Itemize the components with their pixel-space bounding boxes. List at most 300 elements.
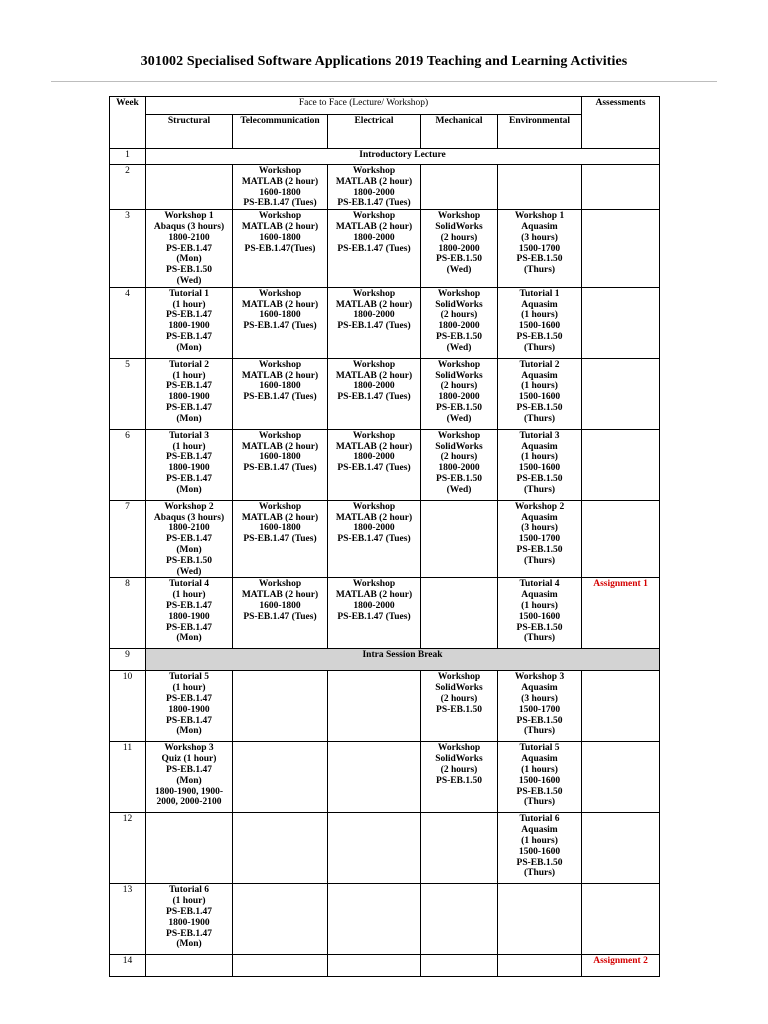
session-line: PS-EB.1.47 (Tues) — [243, 321, 317, 332]
session-line: 1800-2000 — [353, 232, 395, 243]
session-cell-telecommunication — [233, 210, 328, 288]
session-line: Aquasim — [521, 590, 558, 601]
session-line: Workshop — [352, 359, 396, 370]
session-line: Abaqus (3 hours) — [153, 512, 225, 523]
session-line: PS-EB.1.47 — [166, 452, 212, 463]
session-line: Aquasim — [521, 370, 558, 381]
session-line: (Wed) — [446, 265, 472, 276]
session-line: PS-EB.1.47 — [166, 693, 212, 704]
session-cell-telecommunication — [233, 955, 328, 977]
session-line: (1 hour) — [172, 370, 206, 381]
week-number: 8 — [110, 578, 146, 649]
session-line: PS-EB.1.50 — [516, 544, 563, 555]
session-line: (2 hours) — [440, 764, 478, 775]
session-line: 1800-1900 — [168, 463, 210, 474]
session-line: (Mon) — [176, 342, 202, 353]
session-line: 1800-1900, 1900- — [154, 786, 224, 797]
session-line: (Thurs) — [523, 868, 556, 879]
session-line: (Wed) — [176, 275, 202, 286]
discipline-header-environmental: Environmental — [498, 115, 582, 149]
session-line: PS-EB.1.50 — [516, 402, 563, 413]
session-cell-electrical — [328, 884, 421, 955]
session-line: SolidWorks — [435, 299, 483, 310]
session-line: PS-EB.1.47 (Tues) — [337, 392, 411, 403]
assessment-cell — [582, 500, 660, 578]
session-line: PS-EB.1.50 — [166, 555, 212, 566]
session-cell-structural — [146, 429, 233, 500]
session-cell-electrical — [328, 429, 421, 500]
session-line: Tutorial 4 — [519, 579, 560, 590]
session-line: PS-EB.1.47 — [166, 402, 212, 413]
session-cell-mechanical — [421, 671, 498, 742]
session-cell-environmental — [498, 884, 582, 955]
session-line: PS-EB.1.47 — [166, 906, 212, 917]
session-line: (Thurs) — [523, 555, 556, 566]
session-cell-structural — [146, 884, 233, 955]
session-line: PS-EB.1.50 — [436, 704, 482, 715]
assessment-cell — [582, 671, 660, 742]
assessments-header: Assessments — [582, 97, 660, 149]
session-cell-environmental — [498, 429, 582, 500]
session-line: PS-EB.1.47 (Tues) — [243, 463, 317, 474]
session-line: (1 hours) — [521, 835, 558, 846]
session-line: PS-EB.1.47 — [166, 764, 212, 775]
session-line: SolidWorks — [435, 441, 483, 452]
session-line: PS-EB.1.50 — [436, 473, 482, 484]
week-number: 2 — [110, 165, 146, 210]
session-cell-environmental — [498, 671, 582, 742]
session-line: Workshop 2 — [514, 501, 565, 512]
session-cell-mechanical — [421, 500, 498, 578]
assessment-cell — [582, 165, 660, 210]
title-divider — [51, 81, 717, 82]
week-number: 9 — [110, 649, 146, 671]
session-line: (1 hour) — [172, 683, 206, 694]
week-number: 5 — [110, 358, 146, 429]
session-cell-electrical — [328, 210, 421, 288]
session-line: 1800-2000 — [353, 600, 395, 611]
session-line: 1800-2000 — [438, 392, 480, 403]
session-line: (3 hours) — [521, 523, 558, 534]
session-line: (Mon) — [176, 254, 202, 265]
discipline-header-telecommunication: Telecommunication — [233, 115, 328, 149]
week-number: 11 — [110, 742, 146, 813]
session-line: Tutorial 2 — [168, 359, 210, 370]
session-line: PS-EB.1.47 — [166, 381, 212, 392]
session-line: 1500-1600 — [518, 846, 561, 857]
session-line: PS-EB.1.47(Tues) — [244, 243, 316, 254]
session-line: Workshop — [437, 211, 481, 222]
session-line: 1500-1700 — [518, 243, 561, 254]
session-line: (1 hours) — [521, 764, 558, 775]
session-line: (Wed) — [176, 566, 202, 577]
session-line: Workshop — [258, 501, 302, 512]
session-line: 1600-1800 — [259, 187, 301, 198]
session-line: 1600-1800 — [259, 232, 301, 243]
session-cell-mechanical — [421, 578, 498, 649]
week-row — [110, 955, 660, 977]
session-line: (Thurs) — [523, 484, 556, 495]
session-line: (Thurs) — [523, 633, 556, 644]
session-line: (1 hours) — [521, 452, 558, 463]
session-line: PS-EB.1.47 — [166, 243, 212, 254]
session-line: MATLAB (2 hour) — [335, 370, 413, 381]
session-line: (2 hours) — [440, 310, 478, 321]
session-cell-telecommunication — [233, 358, 328, 429]
session-line: (Thurs) — [523, 413, 556, 424]
session-line: PS-EB.1.47 — [166, 715, 212, 726]
session-line: (Mon) — [176, 939, 202, 950]
session-line: Workshop — [352, 579, 396, 590]
assessment-cell — [582, 742, 660, 813]
session-line: PS-EB.1.50 — [436, 775, 482, 786]
session-line: PS-EB.1.47 (Tues) — [243, 611, 317, 622]
session-cell-structural — [146, 671, 233, 742]
session-line: MATLAB (2 hour) — [241, 512, 319, 523]
session-line: MATLAB (2 hour) — [241, 590, 319, 601]
session-line: Workshop — [352, 211, 396, 222]
session-line: PS-EB.1.47 — [166, 600, 212, 611]
session-line: PS-EB.1.47 (Tues) — [243, 198, 317, 209]
week-row — [110, 813, 660, 884]
session-line: Tutorial 5 — [168, 672, 210, 683]
session-line: (1 hours) — [521, 600, 558, 611]
session-line: Workshop — [437, 430, 481, 441]
session-line: 1800-2000 — [353, 310, 395, 321]
session-cell-structural — [146, 287, 233, 358]
session-line: PS-EB.1.47 (Tues) — [337, 611, 411, 622]
assessment-cell: Assignment 2 — [582, 955, 660, 977]
session-cell-mechanical — [421, 287, 498, 358]
session-line: SolidWorks — [435, 221, 483, 232]
session-line: MATLAB (2 hour) — [241, 299, 319, 310]
session-line: Aquasim — [521, 754, 558, 765]
session-cell-telecommunication — [233, 671, 328, 742]
session-line: PS-EB.1.47 (Tues) — [337, 534, 411, 545]
session-line: (Mon) — [176, 633, 202, 644]
session-line: Workshop — [437, 359, 481, 370]
session-line: (Mon) — [176, 413, 202, 424]
assessment-cell — [582, 358, 660, 429]
session-cell-structural — [146, 358, 233, 429]
session-line: (Thurs) — [523, 797, 556, 808]
session-cell-telecommunication — [233, 429, 328, 500]
session-line: 1800-2000 — [353, 523, 395, 534]
session-cell-electrical — [328, 500, 421, 578]
session-line: Tutorial 4 — [168, 579, 210, 590]
week-row — [110, 210, 660, 288]
session-cell-environmental — [498, 358, 582, 429]
session-line: (1 hours) — [521, 381, 558, 392]
session-line: Workshop 1 — [164, 211, 214, 222]
session-line: PS-EB.1.47 — [166, 928, 212, 939]
session-cell-mechanical — [421, 813, 498, 884]
week-number: 6 — [110, 429, 146, 500]
session-line: Tutorial 5 — [519, 743, 560, 754]
session-cell-mechanical — [421, 742, 498, 813]
session-cell-mechanical — [421, 955, 498, 977]
session-line: Workshop — [258, 359, 302, 370]
week-row — [110, 671, 660, 742]
session-line: PS-EB.1.47 (Tues) — [337, 463, 411, 474]
session-line: (Wed) — [446, 342, 472, 353]
session-line: (Mon) — [176, 726, 202, 737]
session-cell-telecommunication — [233, 742, 328, 813]
week-row — [110, 358, 660, 429]
session-line: PS-EB.1.47 — [166, 622, 212, 633]
session-cell-electrical — [328, 287, 421, 358]
session-cell-mechanical — [421, 358, 498, 429]
session-line: Tutorial 3 — [168, 430, 210, 441]
session-cell-environmental — [498, 210, 582, 288]
session-cell-mechanical — [421, 429, 498, 500]
session-line: Workshop — [437, 672, 481, 683]
week-number: 12 — [110, 813, 146, 884]
session-cell-environmental — [498, 287, 582, 358]
session-cell-environmental — [498, 500, 582, 578]
session-cell-telecommunication — [233, 165, 328, 210]
session-line: (2 hours) — [440, 693, 478, 704]
session-line: 1800-1900 — [168, 917, 210, 928]
assessment-cell: Assignment 1 — [582, 578, 660, 649]
session-line: (1 hour) — [172, 590, 206, 601]
session-line: (1 hour) — [172, 441, 206, 452]
session-line: Aquasim — [521, 299, 558, 310]
session-line: Abaqus (3 hours) — [153, 221, 225, 232]
session-line: Workshop — [352, 430, 396, 441]
session-line: Tutorial 6 — [519, 814, 560, 825]
week-row — [110, 500, 660, 578]
session-line: MATLAB (2 hour) — [335, 441, 413, 452]
session-line: (Mon) — [176, 775, 202, 786]
discipline-header-row — [110, 115, 660, 149]
session-line: (Mon) — [176, 544, 202, 555]
session-cell-electrical — [328, 742, 421, 813]
session-line: Workshop — [258, 211, 302, 222]
intro-row — [110, 149, 660, 165]
session-line: MATLAB (2 hour) — [241, 441, 319, 452]
session-cell-electrical — [328, 358, 421, 429]
session-line: 1800-2000 — [353, 452, 395, 463]
session-line: PS-EB.1.47 (Tues) — [337, 321, 411, 332]
session-line: (2 hours) — [440, 381, 478, 392]
week-row — [110, 287, 660, 358]
session-line: PS-EB.1.47 — [166, 473, 212, 484]
session-line: (Wed) — [446, 413, 472, 424]
session-cell-electrical — [328, 813, 421, 884]
week-number: 3 — [110, 210, 146, 288]
session-line: 1800-2000 — [353, 187, 395, 198]
week-number: 13 — [110, 884, 146, 955]
session-cell-electrical — [328, 955, 421, 977]
session-cell-telecommunication — [233, 500, 328, 578]
session-line: Tutorial 1 — [168, 288, 210, 299]
session-line: Workshop 3 — [164, 743, 214, 754]
session-line: PS-EB.1.50 — [516, 786, 563, 797]
session-line: 2000, 2000-2100 — [156, 797, 222, 808]
week-row — [110, 742, 660, 813]
session-line: Workshop 2 — [164, 501, 214, 512]
session-line: Tutorial 6 — [168, 885, 210, 896]
session-line: Aquasim — [521, 512, 558, 523]
session-line: (Thurs) — [523, 265, 556, 276]
session-line: MATLAB (2 hour) — [335, 299, 413, 310]
session-cell-structural — [146, 955, 233, 977]
session-line: Workshop — [352, 501, 396, 512]
session-line: PS-EB.1.50 — [516, 857, 563, 868]
session-line: 1500-1600 — [518, 775, 561, 786]
session-line: Aquasim — [521, 221, 558, 232]
session-line: Workshop 1 — [514, 211, 565, 222]
session-cell-mechanical — [421, 210, 498, 288]
week-row — [110, 578, 660, 649]
session-line: PS-EB.1.47 (Tues) — [243, 534, 317, 545]
session-line: 1500-1600 — [518, 392, 561, 403]
session-cell-structural — [146, 813, 233, 884]
session-line: MATLAB (2 hour) — [241, 176, 319, 187]
session-line: Tutorial 3 — [519, 430, 560, 441]
session-line: SolidWorks — [435, 683, 483, 694]
session-line: Workshop — [258, 288, 302, 299]
session-line: (2 hours) — [440, 232, 478, 243]
session-line: 1800-2000 — [438, 243, 480, 254]
session-line: PS-EB.1.47 — [166, 534, 212, 545]
session-line: 1600-1800 — [259, 600, 301, 611]
session-line: PS-EB.1.50 — [436, 331, 482, 342]
session-line: MATLAB (2 hour) — [241, 221, 319, 232]
session-line: SolidWorks — [435, 370, 483, 381]
session-line: Workshop — [258, 430, 302, 441]
session-cell-telecommunication — [233, 287, 328, 358]
intra-session-break-band: Intra Session Break — [146, 649, 660, 671]
assessment-cell — [582, 287, 660, 358]
session-cell-environmental — [498, 165, 582, 210]
session-line: 1800-1900 — [168, 392, 210, 403]
session-line: (1 hours) — [521, 310, 558, 321]
session-line: 1500-1700 — [518, 534, 561, 545]
session-line: (3 hours) — [521, 693, 558, 704]
session-line: PS-EB.1.50 — [516, 331, 563, 342]
session-line: Aquasim — [521, 683, 558, 694]
session-line: 1800-2000 — [438, 321, 480, 332]
session-cell-mechanical — [421, 884, 498, 955]
week-row — [110, 884, 660, 955]
session-line: Workshop 3 — [514, 672, 565, 683]
session-line: 1600-1800 — [259, 310, 301, 321]
session-line: 1500-1600 — [518, 463, 561, 474]
session-line: 1800-2000 — [438, 463, 480, 474]
session-line: MATLAB (2 hour) — [335, 512, 413, 523]
session-line: (Wed) — [446, 484, 472, 495]
week-number: 14 — [110, 955, 146, 977]
session-line: 1500-1700 — [518, 704, 561, 715]
assessment-cell — [582, 210, 660, 288]
assessment-cell — [582, 813, 660, 884]
session-line: MATLAB (2 hour) — [241, 370, 319, 381]
session-line: 1800-1900 — [168, 704, 210, 715]
session-line: 1500-1600 — [518, 611, 561, 622]
discipline-header-mechanical: Mechanical — [421, 115, 498, 149]
session-cell-telecommunication — [233, 813, 328, 884]
session-line: (1 hour) — [172, 896, 206, 907]
face-to-face-header: Face to Face (Lecture/ Workshop) — [146, 97, 582, 115]
session-cell-environmental — [498, 813, 582, 884]
session-line: PS-EB.1.47 — [166, 331, 212, 342]
session-line: 1600-1800 — [259, 452, 301, 463]
session-cell-structural — [146, 578, 233, 649]
session-line: 1600-1800 — [259, 523, 301, 534]
session-line: Workshop — [258, 166, 302, 176]
session-line: PS-EB.1.50 — [166, 265, 212, 276]
session-line: Workshop — [258, 579, 302, 590]
session-line: Workshop — [352, 288, 396, 299]
session-line: MATLAB (2 hour) — [335, 221, 413, 232]
session-cell-electrical — [328, 578, 421, 649]
session-line: SolidWorks — [435, 754, 483, 765]
week-row — [110, 165, 660, 210]
session-line: PS-EB.1.50 — [436, 254, 482, 265]
session-cell-electrical — [328, 671, 421, 742]
intra-session-break-row — [110, 649, 660, 671]
session-line: PS-EB.1.50 — [516, 254, 563, 265]
session-line: 1600-1800 — [259, 381, 301, 392]
session-cell-environmental — [498, 742, 582, 813]
session-line: 1800-1900 — [168, 321, 210, 332]
week-row — [110, 429, 660, 500]
session-line: PS-EB.1.50 — [436, 402, 482, 413]
session-cell-mechanical — [421, 165, 498, 210]
schedule-table — [109, 96, 660, 977]
assessment-cell — [582, 884, 660, 955]
session-cell-environmental — [498, 955, 582, 977]
session-line: (Mon) — [176, 484, 202, 495]
session-cell-structural — [146, 742, 233, 813]
session-line: (1 hour) — [172, 299, 206, 310]
session-line: 1800-1900 — [168, 611, 210, 622]
session-line: (2 hours) — [440, 452, 478, 463]
session-line: PS-EB.1.47 (Tues) — [243, 392, 317, 403]
session-line: PS-EB.1.50 — [516, 473, 563, 484]
session-line: Workshop — [352, 166, 396, 176]
discipline-header-electrical: Electrical — [328, 115, 421, 149]
session-line: 1800-2100 — [168, 523, 210, 534]
session-line: PS-EB.1.47 (Tues) — [337, 243, 411, 254]
page-title: 301002 Specialised Software Applications 2019 Teaching and Learning Activities — [140, 54, 628, 69]
session-line: Aquasim — [521, 441, 558, 452]
week-number: 1 — [110, 149, 146, 165]
session-cell-electrical — [328, 165, 421, 210]
session-cell-structural — [146, 500, 233, 578]
session-line: 1500-1600 — [518, 321, 561, 332]
session-line: PS-EB.1.50 — [516, 715, 563, 726]
week-number: 7 — [110, 500, 146, 578]
session-line: MATLAB (2 hour) — [335, 590, 413, 601]
session-line: PS-EB.1.50 — [516, 622, 563, 633]
session-line: Quiz (1 hour) — [161, 754, 217, 765]
discipline-header-structural: Structural — [146, 115, 233, 149]
week-header: Week — [110, 97, 146, 149]
session-line: PS-EB.1.47 (Tues) — [337, 198, 411, 209]
session-line: Tutorial 2 — [519, 359, 560, 370]
session-line: 1800-2100 — [168, 232, 210, 243]
week-number: 10 — [110, 671, 146, 742]
session-cell-telecommunication — [233, 884, 328, 955]
session-cell-telecommunication — [233, 578, 328, 649]
session-line: MATLAB (2 hour) — [335, 176, 413, 187]
header-row — [110, 97, 660, 115]
session-line: 1800-2000 — [353, 381, 395, 392]
assessment-cell — [582, 429, 660, 500]
